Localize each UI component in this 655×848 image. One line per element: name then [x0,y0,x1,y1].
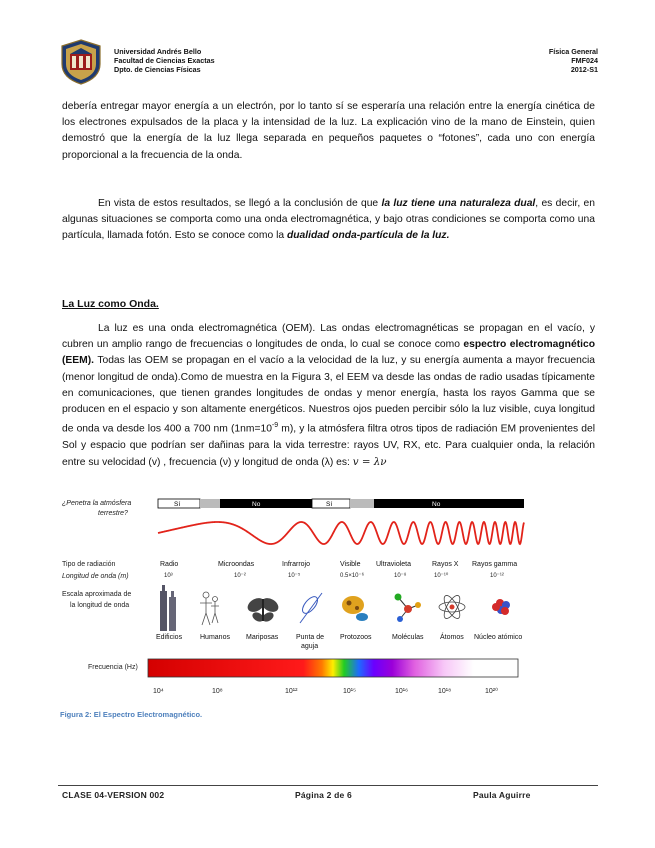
page-header [58,38,598,88]
freq-tick-2: 10⁸ [212,688,223,695]
type-microondas: Microondas [218,561,255,568]
freq-tick-6: 10¹⁸ [438,688,452,695]
object-humanos: Humanos [200,634,230,641]
nucleus-icon [492,599,510,615]
atom-icon [439,593,465,621]
wavelength-rayos-x: 10⁻¹⁰ [434,573,449,579]
penetra-bar-no-1b [220,499,312,508]
escala-label-1: Escala aproximada de [62,591,132,598]
object-aguja: aguja [301,643,319,650]
emphasis-em-spectrum: espectro electromagnético (EEM). [62,339,595,367]
header-university: Universidad Andrés Bello [114,47,202,56]
penetra-no-1: No [252,501,261,508]
type-radio: Radio [160,561,179,568]
object-punta-de: Punta de [296,634,325,641]
section-title-light-as-wave: La Luz como Onda. [62,298,159,310]
paragraph-em-wave: La luz es una onda electromagnética (OEM). Las ondas electromagnéticas se propagan en el vacío, y cubren un amplio rango de frecuencias o longitudes de onda, lo cual se conoce como espectro electromagnético (EEM). Todas las OEM se propagan en el vacío a la velocidad de la luz, y su energía aumenta a mayor frecuencia (menor longitud de onda).Como de muestra en la Figura 3, el EEM va desde las ondas de radio usadas típicamente en comunicaciones, que tienen grandes longitudes de ondas y menor energía, hasta los rayos Gamma que se producen en el espacio y son altamente energéticos. Nuestros ojos pueden percibir sólo la luz visible, cuya longitud de onda va desde los 400 a 700 nm ($1nm=10^{-9}$ m), y la atmósfera filtra otros tipos de radiación EM provenientes del Sol y espacio que podrían ser dañinas para la vida terrestre: rayos UV, RX, etc. Para cualquier onda, la relación entre su velocidad (v) , frecuencia (ν) y longitud de onda (λ) es: v = λν [62,323,595,469]
header-faculty: Facultad de Ciencias Exactas [114,56,215,65]
university-logo [58,38,104,86]
header-course-code: FMF024 [571,56,598,65]
header-semester: 2012-S1 [570,65,598,74]
buildings-icon [160,585,176,631]
penetra-bar-no-2 [350,499,374,508]
footer-page-number: Página 2 de 6 [295,790,352,800]
molecules-icon [395,594,422,623]
emphasis-dual-nature: la luz tiene una naturaleza dual [381,198,536,209]
footer-class-version: CLASE 04-VERSION 002 [62,790,165,800]
object-moleculas: Moléculas [392,634,424,641]
freq-tick-4: 10¹⁵ [343,688,357,695]
em-wave [158,522,524,544]
escala-label-2: la longitud de onda [70,602,130,609]
emphasis-wave-particle: dualidad onda-partícula de la luz. [286,230,450,242]
type-rayos-x: Rayos X [432,561,459,568]
paragraph-einstein: debería entregar mayor energía a un electrón, por lo tanto sí se esperaría una relación entre la energía cinética de los electrones expulsados de la placa y la intensidad de la luz. La explicación vino de la mano de Einstein, quien demostró que la energía de la luz llega separada en pequeños paquetes o “fotones”, cada uno con energía proporcional a la frecuencia de la onda. [62,101,595,161]
wavelength-infrarrojo: 10⁻⁵ [288,573,301,579]
wavelength-visible: 0.5×10⁻⁶ [340,573,365,579]
needle-icon [300,593,322,623]
freq-tick-3: 10¹² [285,688,298,695]
object-atomos: Átomos [440,634,464,641]
humans-icon [200,592,219,625]
penetra-bar-no-1 [200,499,220,508]
freq-tick-1: 10⁴ [153,688,164,695]
frequency-bar [148,659,518,677]
penetra-bar-no-2b [374,499,524,508]
penetra-yes-2: Sí [326,501,333,508]
wavelength-rayos-gamma: 10⁻¹² [490,573,504,579]
header-course-name: Física General [548,47,598,56]
penetra-label-2: terrestre? [98,510,128,517]
footer-divider [58,785,598,786]
header-course [549,47,598,74]
em-spectrum-figure [60,493,540,698]
object-nucleo: Núcleo atómico [474,634,523,641]
type-ultravioleta: Ultravioleta [376,561,412,568]
header-institution [114,47,215,74]
header-department: Dpto. de Ciencias Físicas [114,65,201,74]
object-mariposas: Mariposas [246,634,279,641]
type-infrarrojo: Infrarrojo [282,561,311,568]
butterfly-icon [245,595,281,623]
freq-label: Frecuencia (Hz) [88,664,138,671]
footer-author: Paula Aguirre [473,790,531,800]
tipo-label: Tipo de radiación [62,561,116,568]
freq-tick-7: 10²⁰ [485,688,498,695]
object-edificios: Edificios [156,634,183,641]
type-visible: Visible [340,561,361,568]
penetra-no-2: No [432,501,441,508]
protozoa-icon [342,596,368,621]
wavelength-microondas: 10⁻² [234,573,246,579]
figure-caption: Figura 2: El Espectro Electromagnético. [60,710,203,719]
type-rayos-gamma: Rayos gamma [472,561,518,568]
longitud-label: Longitud de onda (m) [62,573,129,580]
penetra-yes-1: Sí [174,501,181,508]
wave-equation: v = λν [352,456,387,469]
wavelength-ultravioleta: 10⁻⁸ [394,573,407,579]
object-protozoos: Protozoos [340,634,372,641]
freq-tick-5: 10¹⁶ [395,688,408,695]
wavelength-radio: 10³ [164,573,173,579]
penetra-label-1: ¿Penetra la atmósfera [62,500,132,507]
paragraph-dual-nature: En vista de estos resultados, se llegó a la conclusión de que la luz tiene una naturaleza dual, es decir, en algunas situaciones se comporta como una onda electromagnética, y bajo otras condiciones se comporta como una partícula, llamada fotón. Esto se conoce como la dualidad onda-partícula de la luz. [62,198,595,242]
